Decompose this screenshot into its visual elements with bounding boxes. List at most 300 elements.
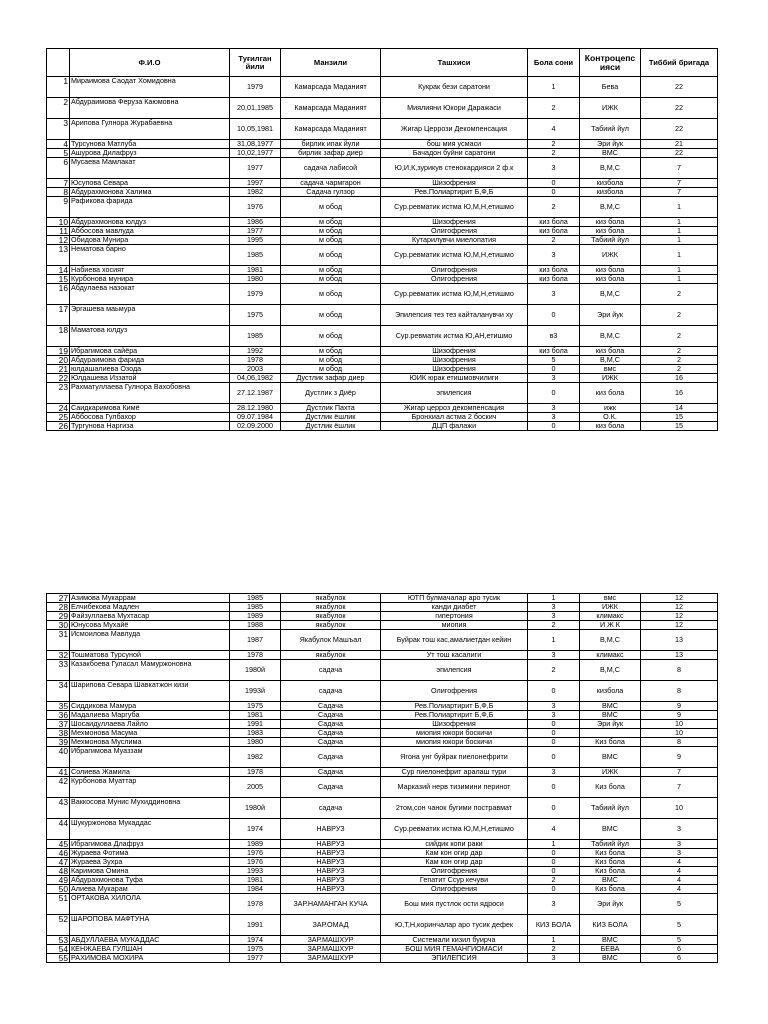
address-cell: м обод [281,227,381,236]
table-row [47,98,718,119]
patient-name-cell: Мираимова Саодат Хомидовна [70,77,230,98]
brigade-cell: 2 [641,305,718,326]
diagnosis-cell: БОШ МИЯ ГЕМАНГИОМАСИ [381,945,528,954]
row-number-cell: 12 [47,236,70,245]
table-row [47,945,718,954]
row-number-cell: 27 [47,594,70,603]
children-count-cell: 3 [528,651,580,660]
diagnosis-cell: Миялияни Юкори Даражаси [381,98,528,119]
address-cell: м обод [281,347,381,356]
birth-year-cell: 1982 [230,747,281,768]
table-row [47,936,718,945]
contraception-cell: Табиий йул [580,119,641,140]
contraception-cell: Киз бола [580,738,641,747]
address-cell: м обод [281,275,381,284]
address-cell: м обод [281,245,381,266]
patient-name-cell: Азимова Мукаррам [70,594,230,603]
brigade-cell: 8 [641,681,718,702]
address-cell: Дустлик ёшлик [281,422,381,431]
table-row [47,188,718,197]
contraception-cell: ИЖК [580,98,641,119]
table-row [47,720,718,729]
row-number-cell: 9 [47,197,70,218]
table-row [47,819,718,840]
brigade-cell: 3 [641,849,718,858]
birth-year-cell: 1977 [230,227,281,236]
row-number-cell: 41 [47,768,70,777]
diagnosis-cell: Олигофрения [381,266,528,275]
children-count-cell: 0 [528,738,580,747]
table-row [47,227,718,236]
brigade-cell: 2 [641,365,718,374]
diagnosis-cell: Сур пиелонефрит аралаш тури [381,768,528,777]
contraception-cell: Киз бола [580,849,641,858]
children-count-cell: 0 [528,849,580,858]
birth-year-cell: 1981 [230,266,281,275]
table-body-bottom [47,594,718,963]
address-cell: м обод [281,284,381,305]
birth-year-cell: 1995 [230,236,281,245]
patient-name-cell: Маматова юлдуз [70,326,230,347]
row-number-cell: 48 [47,867,70,876]
contraception-cell: Эри йук [580,894,641,915]
contraception-cell: ВМС [580,954,641,963]
contraception-cell: В,М,С [580,158,641,179]
birth-year-cell: 04,06,1982 [230,374,281,383]
address-cell: Садача [281,729,381,738]
contraception-cell: ВМС [580,702,641,711]
birth-year-cell: 10,02,1977 [230,149,281,158]
address-cell: м обод [281,197,381,218]
address-cell: якабулок [281,612,381,621]
birth-year-cell: 1993й [230,681,281,702]
table-row [47,681,718,702]
birth-year-cell: 31,08,1977 [230,140,281,149]
brigade-cell: 15 [641,422,718,431]
table-row [47,236,718,245]
children-count-cell: 2 [528,149,580,158]
row-number-cell: 30 [47,621,70,630]
table-row [47,738,718,747]
patient-name-cell: Ибрагимова Длафруз [70,840,230,849]
birth-year-cell: 28.12.1980 [230,404,281,413]
birth-year-cell: 1993 [230,867,281,876]
brigade-cell: 4 [641,867,718,876]
birth-year-cell: 1974 [230,819,281,840]
patient-name-cell: Тургунова Наргиза [70,422,230,431]
address-cell: НАВРУЗ [281,819,381,840]
contraception-cell: киз бола [580,275,641,284]
birth-year-cell: 09.07.1984 [230,413,281,422]
diagnosis-cell: Сур.ревматик истма Ю,М,Н,етишмо [381,197,528,218]
brigade-cell: 5 [641,894,718,915]
row-number-cell: 51 [47,894,70,915]
table-row [47,245,718,266]
row-number-cell: 52 [47,915,70,936]
children-count-cell: киз бола [528,347,580,356]
address-cell: бирлик зафар диер [281,149,381,158]
brigade-cell: 4 [641,858,718,867]
diagnosis-cell: Шизофрения [381,720,528,729]
children-count-cell: 1 [528,630,580,651]
row-number-cell: 37 [47,720,70,729]
diagnosis-cell: Буйрак тош кас,амалиетдан кейин [381,630,528,651]
birth-year-cell: 1989 [230,612,281,621]
table-row [47,383,718,404]
birth-year-cell: 1981 [230,876,281,885]
patient-name-cell: Шосаидуллаева Лайло [70,720,230,729]
brigade-cell: 2 [641,326,718,347]
birth-year-cell: 1980 [230,275,281,284]
row-number-cell: 25 [47,413,70,422]
patient-name-cell: Курбонова Муаттар [70,777,230,798]
contraception-cell: киз бола [580,383,641,404]
diagnosis-cell: Гепатит Ссур кечуви [381,876,528,885]
row-number-cell: 53 [47,936,70,945]
diagnosis-cell: Жигар Церрози Декомпенсация [381,119,528,140]
address-cell: Дустлик Пахта [281,404,381,413]
patient-name-cell: Рафикова фарида [70,197,230,218]
row-number-cell: 23 [47,383,70,404]
children-count-cell: 2 [528,236,580,245]
children-count-cell: 4 [528,119,580,140]
patient-name-cell: юлдашалиева Озода [70,365,230,374]
children-count-cell: 1 [528,840,580,849]
diagnosis-cell: Ягона унг буйрак пиелонефрити [381,747,528,768]
birth-year-cell: 1976 [230,197,281,218]
patient-name-cell: Мехмонова Масума [70,729,230,738]
table-row [47,347,718,356]
diagnosis-cell: Бронхиал астма 2 боскич [381,413,528,422]
row-number-cell: 1 [47,77,70,98]
address-cell: Камарсада Маданият [281,77,381,98]
table-row [47,365,718,374]
brigade-cell: 2 [641,284,718,305]
diagnosis-cell: Системали кизил буирча [381,936,528,945]
patient-name-cell: КЕНЖАЕВА ГУЛШАН [70,945,230,954]
children-count-cell: 0 [528,729,580,738]
contraception-cell: Эри йук [580,140,641,149]
brigade-cell: 7 [641,158,718,179]
brigade-cell: 7 [641,768,718,777]
diagnosis-cell: Олигофрения [381,681,528,702]
brigade-cell: 1 [641,245,718,266]
table-row [47,747,718,768]
birth-year-cell: 1980й [230,660,281,681]
address-cell: НАВРУЗ [281,858,381,867]
children-count-cell: 5 [528,356,580,365]
contraception-cell: ВМС [580,819,641,840]
address-cell: НАВРУЗ [281,849,381,858]
patient-name-cell: Солиева Жамила [70,768,230,777]
address-cell: Садача гулзор [281,188,381,197]
contraception-cell: кизбола [580,681,641,702]
birth-year-cell: 27.12.1987 [230,383,281,404]
table-row [47,798,718,819]
address-cell: садача [281,681,381,702]
children-count-cell: 0 [528,747,580,768]
contraception-cell: киз бола [580,347,641,356]
brigade-cell: 7 [641,179,718,188]
address-cell: м обод [281,236,381,245]
birth-year-cell: 1976 [230,849,281,858]
birth-year-cell: 1977 [230,158,281,179]
patient-name-cell: Каримова Омина [70,867,230,876]
table-row [47,305,718,326]
contraception-cell: ИЖК [580,603,641,612]
contraception-cell: ИЖК [580,374,641,383]
children-count-cell: 3 [528,404,580,413]
brigade-cell: 5 [641,936,718,945]
patient-name-cell: Саидкаримова Кимё [70,404,230,413]
table-row [47,876,718,885]
patient-name-cell: Юлдашева Иззатой [70,374,230,383]
patient-name-cell: Арипова Гулнора Журабаевна [70,119,230,140]
row-number-cell: 47 [47,858,70,867]
children-count-cell: 0 [528,777,580,798]
patient-name-cell: Мусаева Мамлакат [70,158,230,179]
header-row [47,49,718,77]
contraception-cell: В,М,С [580,630,641,651]
children-count-cell: 2 [528,945,580,954]
children-count-cell: 2 [528,876,580,885]
diagnosis-cell: Шизофрения [381,365,528,374]
brigade-cell: 2 [641,356,718,365]
address-cell: якабулок [281,651,381,660]
row-number-cell: 10 [47,218,70,227]
address-cell: якабулок [281,621,381,630]
children-count-cell: 0 [528,179,580,188]
diagnosis-cell: Бош мия пустлок ости ядроси [381,894,528,915]
contraception-cell: ИЖК [580,245,641,266]
table-row [47,954,718,963]
address-cell: НАВРУЗ [281,867,381,876]
row-number-cell: 15 [47,275,70,284]
contraception-cell: кизбола [580,179,641,188]
address-cell: бирлик ипак йули [281,140,381,149]
contraception-cell: киз бола [580,218,641,227]
table-row [47,374,718,383]
brigade-cell: 1 [641,236,718,245]
patient-name-cell: Ибрагимова Муаззам [70,747,230,768]
contraception-cell: вмс [580,594,641,603]
brigade-cell: 12 [641,594,718,603]
patient-name-cell: Шарипова Севара Шавкатжон кизи [70,681,230,702]
birth-year-cell: 2005 [230,777,281,798]
table-row [47,630,718,651]
table-row [47,284,718,305]
diagnosis-cell: Шизофрения [381,179,528,188]
diagnosis-cell: ЮИК юрак етишмовчилиги [381,374,528,383]
header-fio: Ф.И.О [70,49,230,77]
row-number-cell: 24 [47,404,70,413]
brigade-cell: 4 [641,885,718,894]
contraception-cell: В,М,С [580,284,641,305]
birth-year-cell: 1980й [230,798,281,819]
patient-name-cell: Абдурахмонова Халима [70,188,230,197]
contraception-cell: Киз бола [580,867,641,876]
row-number-cell: 32 [47,651,70,660]
contraception-cell: Киз бола [580,858,641,867]
row-number-cell: 43 [47,798,70,819]
address-cell: м обод [281,326,381,347]
patient-name-cell: Набиева хосият [70,266,230,275]
birth-year-cell: 1978 [230,894,281,915]
table-row [47,777,718,798]
header-brigade: Тиббий бригада [641,49,718,77]
diagnosis-cell: Шизофрения [381,347,528,356]
patient-name-cell: Юсупова Севара [70,179,230,188]
brigade-cell: 12 [641,612,718,621]
diagnosis-cell: сийдик копи раки [381,840,528,849]
patient-name-cell: Сиддикова Мамура [70,702,230,711]
contraception-cell: В,М,С [580,660,641,681]
brigade-cell: 6 [641,954,718,963]
birth-year-cell: 1983 [230,729,281,738]
diagnosis-cell: ЭПИЛЕПСИЯ [381,954,528,963]
brigade-cell: 9 [641,747,718,768]
address-cell: садача [281,798,381,819]
birth-year-cell: 2003 [230,365,281,374]
contraception-cell: ИЖК [580,768,641,777]
birth-year-cell: 1985 [230,594,281,603]
patient-table-top [46,48,718,431]
address-cell: якабулок [281,594,381,603]
diagnosis-cell: Ю,И,К,зурикув стенокардияси 2 ф.к [381,158,528,179]
children-count-cell: 0 [528,365,580,374]
children-count-cell: 0 [528,798,580,819]
patient-name-cell: ШАРОПОВА МАФТУНА [70,915,230,936]
birth-year-cell: 1986 [230,218,281,227]
patient-name-cell: Аббосова мавлуда [70,227,230,236]
brigade-cell: 1 [641,227,718,236]
table-row [47,660,718,681]
table-row [47,413,718,422]
address-cell: Садача [281,768,381,777]
brigade-cell: 8 [641,660,718,681]
patient-name-cell: Казакбоева Гуласал Мамуржоновна [70,660,230,681]
row-number-cell: 21 [47,365,70,374]
contraception-cell: Табиий йул [580,840,641,849]
diagnosis-cell: Марказий нерв тизимини перинот [381,777,528,798]
row-number-cell: 38 [47,729,70,738]
contraception-cell: киз бола [580,266,641,275]
birth-year-cell: 1992 [230,347,281,356]
children-count-cell: 1 [528,936,580,945]
brigade-cell: 12 [641,603,718,612]
diagnosis-cell: Олигофрения [381,227,528,236]
row-number-cell: 19 [47,347,70,356]
contraception-cell: ВМС [580,711,641,720]
address-cell: Садача [281,711,381,720]
table-row [47,179,718,188]
address-cell: садача [281,660,381,681]
brigade-cell: 7 [641,188,718,197]
patient-name-cell: Турсунова Матлуба [70,140,230,149]
contraception-cell: ВМС [580,876,641,885]
children-count-cell: 0 [528,188,580,197]
header-children: Бола сони [528,49,580,77]
children-count-cell: 2 [528,660,580,681]
children-count-cell: киз бола [528,218,580,227]
brigade-cell: 1 [641,275,718,284]
patient-name-cell: ОРТАКОВА ХИЛОЛА [70,894,230,915]
patient-name-cell: Ваккосова Мунис Мухиддиновна [70,798,230,819]
row-number-cell: 13 [47,245,70,266]
table-row [47,867,718,876]
row-number-cell: 2 [47,98,70,119]
row-number-cell: 22 [47,374,70,383]
diagnosis-cell: Сур.ревматик истма Ю,М,Н,етишмо [381,284,528,305]
birth-year-cell: 1975 [230,945,281,954]
patient-name-cell: Мехмонова Муслима [70,738,230,747]
table-row [47,326,718,347]
diagnosis-cell: Кам кон огир дар [381,858,528,867]
children-count-cell: 4 [528,819,580,840]
diagnosis-cell: Сур.ревматик истма Ю,АН,етишмо [381,326,528,347]
contraception-cell [580,729,641,738]
brigade-cell: 10 [641,729,718,738]
address-cell: Садача [281,738,381,747]
brigade-cell: 10 [641,720,718,729]
children-count-cell: 3 [528,603,580,612]
contraception-cell: ижк [580,404,641,413]
birth-year-cell: 1978 [230,651,281,660]
row-number-cell: 34 [47,681,70,702]
brigade-cell: 15 [641,413,718,422]
table-row [47,858,718,867]
brigade-cell: 9 [641,702,718,711]
diagnosis-cell: эпилепсия [381,660,528,681]
row-number-cell: 8 [47,188,70,197]
diagnosis-cell: Ю,Т,Н,коринчалар аро тусик дефек [381,915,528,936]
children-count-cell: 3 [528,374,580,383]
children-count-cell: 0 [528,305,580,326]
address-cell: м обод [281,266,381,275]
birth-year-cell: 1985 [230,603,281,612]
contraception-cell: О.К. [580,413,641,422]
children-count-cell: 0 [528,422,580,431]
children-count-cell: 0 [528,867,580,876]
row-number-cell: 28 [47,603,70,612]
row-number-cell: 55 [47,954,70,963]
children-count-cell: 0 [528,681,580,702]
header-number [47,49,70,77]
contraception-cell: БЕВА [580,945,641,954]
brigade-cell: 16 [641,383,718,404]
contraception-cell: Бева [580,77,641,98]
patient-name-cell: Тошматова Турсуной [70,651,230,660]
children-count-cell: 3 [528,894,580,915]
patient-name-cell: Курбонова мунира [70,275,230,284]
table-row [47,768,718,777]
patient-name-cell: Ашурова Дилафруз [70,149,230,158]
diagnosis-cell: Кутарилувчи миелопатия [381,236,528,245]
brigade-cell: 7 [641,777,718,798]
contraception-cell: киз бола [580,422,641,431]
address-cell: Садача [281,702,381,711]
row-number-cell: 35 [47,702,70,711]
contraception-cell: ВМС [580,149,641,158]
diagnosis-cell: Ут тош касалиги [381,651,528,660]
birth-year-cell: 1985 [230,245,281,266]
address-cell: м обод [281,305,381,326]
table-row [47,275,718,284]
address-cell: НАВРУЗ [281,876,381,885]
birth-year-cell: 1976 [230,858,281,867]
brigade-cell: 16 [641,374,718,383]
children-count-cell: киз бола [528,275,580,284]
